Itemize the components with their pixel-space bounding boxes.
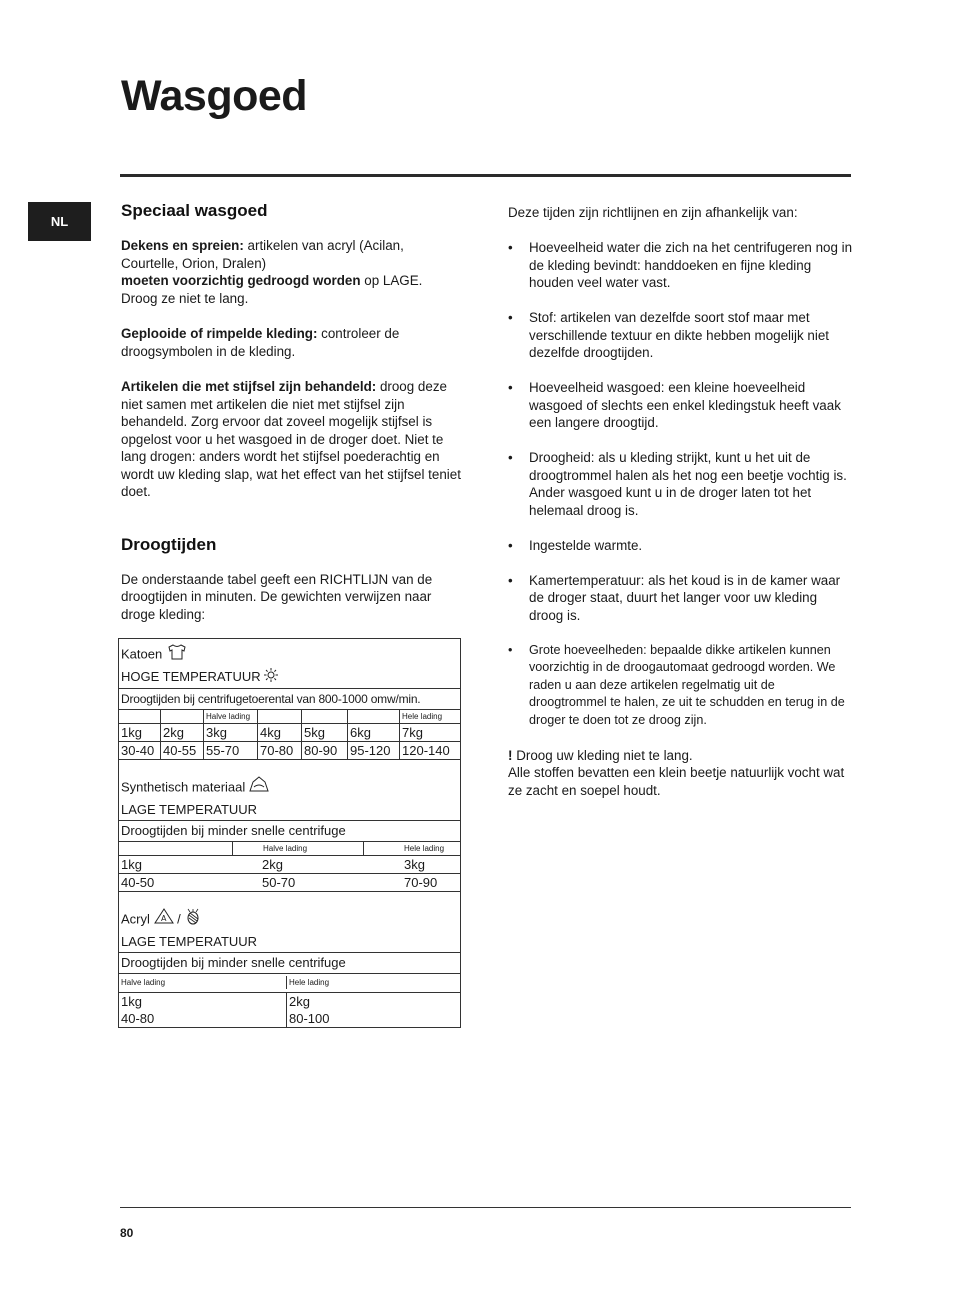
katoen-note: Droogtijden bij centrifugetoerental van 800-1000 omw/min.: [119, 688, 460, 709]
closing-text: Alle stoffen bevatten een klein beetje natuurlijk vocht wat ze zacht en soepel houdt.: [508, 765, 845, 798]
shirt-icon: [166, 643, 188, 667]
table-cell: 1kg: [121, 993, 142, 1009]
moeten-label: moeten voorzichtig gedroogd worden: [121, 273, 361, 288]
katoen-header: [119, 639, 460, 667]
table-cell: 70-80: [257, 742, 301, 759]
acryl-marker-row: [119, 973, 460, 992]
marker-cell: Halve lading: [121, 978, 166, 988]
katoen-time-row: [119, 741, 460, 759]
list-item: [508, 537, 853, 555]
table-cell: 50-70: [262, 874, 296, 890]
list-item: [508, 642, 853, 730]
katoen-marker-row: [119, 709, 460, 723]
synthetisch-header: [119, 776, 460, 800]
marker-cell: Hele lading: [286, 976, 460, 989]
katoen-temperature-label: HOGE TEMPERATUUR: [121, 669, 261, 684]
list-item: [508, 309, 853, 362]
marker-cell: [301, 710, 347, 723]
marker-cell: [160, 710, 203, 723]
bullet: •: [508, 240, 513, 255]
synthetisch-weight-row: [119, 855, 460, 873]
marker-cell: Halve lading: [232, 842, 363, 855]
bullet: •: [508, 537, 513, 553]
paragraph-dekens: [121, 237, 461, 307]
list-item: [508, 449, 853, 519]
acryl-temperature: LAGE TEMPERATUUR: [121, 933, 258, 949]
table-cell: 30-40: [121, 742, 155, 758]
factors-intro: Deze tijden zijn richtlijnen en zijn afhankelijk van:: [508, 205, 798, 220]
table-cell: 2kg: [262, 856, 283, 872]
table-cell: 95-120: [347, 742, 399, 759]
synthetisch-note: Droogtijden bij minder snelle centrifuge: [119, 820, 460, 841]
marker-cell: Hele lading: [399, 710, 460, 723]
list-item: [508, 379, 853, 432]
table-cell: 3kg: [203, 724, 257, 741]
table-cell: 4kg: [257, 724, 301, 741]
synthetisch-marker-row: [119, 841, 460, 855]
geplooide-text: controleer de droogsymbolen in de kleding.: [121, 326, 400, 359]
marker-cell: [119, 842, 232, 855]
table-cell: 2kg: [160, 724, 203, 741]
bullet: •: [508, 642, 513, 657]
synthetic-fabric-icon: [249, 776, 269, 800]
list-item-text: Hoeveelheid wasgoed: een kleine hoeveelheid wasgoed of slechts een enkel kledingstuk heeft vaak een langere droogtijd.: [529, 380, 841, 430]
list-item-text: Kamertemperatuur: als het koud is in de kamer waar de droger staat, duurt het langer voor uw kleding droog is.: [529, 572, 841, 623]
table-cell: 80-90: [301, 742, 347, 759]
synthetisch-label: Synthetisch materiaal: [121, 779, 246, 794]
bullet: •: [508, 572, 513, 588]
acryl-header: [119, 908, 460, 932]
katoen-label: Katoen: [121, 646, 163, 662]
synthetisch-temperature: LAGE TEMPERATUUR: [121, 801, 258, 817]
list-item-text: Stof: artikelen van dezelfde soort stof maar met verschillende textuur en dikte hebben mogelijk niet dezelfde droogtijden.: [529, 310, 829, 360]
list-item-text: Grote hoeveelheden: bepaalde dikke artikelen kunnen voorzichtig in de droogautomaat gedroogd worden. We raden u aan deze artikelen regelmatig uit de droogtrommel te halen, ze uit te schudden en terug in de droger te doen tot ze droog zijn.: [529, 642, 845, 727]
table-cell: 40-50: [121, 874, 155, 890]
table-cell: 55-70: [203, 742, 257, 759]
table-cell: 80-100: [286, 1010, 460, 1027]
table-cell: 120-140: [399, 742, 460, 759]
acryl-section: [119, 891, 460, 952]
synthetisch-section: [119, 759, 460, 820]
paragraph-stijfsel: [121, 378, 461, 501]
table-cell: 3kg: [404, 856, 425, 872]
stijfsel-label: Artikelen die met stijfsel zijn behandeld:: [121, 379, 377, 394]
bullet: •: [508, 310, 513, 325]
table-cell: 7kg: [399, 724, 460, 741]
list-item: [508, 572, 853, 625]
acryl-weight-row: [119, 992, 460, 1010]
table-cell: 70-90: [404, 874, 438, 890]
high-heat-sun-icon: [264, 668, 278, 688]
acrylic-fabric-icon: [154, 908, 174, 932]
bullet: •: [508, 450, 513, 465]
dekens-text: artikelen van acryl (Acilan, Courtelle, Orion, Dralen): [121, 238, 404, 271]
wool-skein-icon: [184, 908, 202, 932]
dekens-label: Dekens en spreien:: [121, 238, 244, 253]
table-cell: 2kg: [286, 993, 460, 1010]
warning-icon: !: [508, 747, 513, 763]
marker-cell: [119, 710, 160, 723]
marker-cell: [347, 710, 399, 723]
page-number: 80: [120, 1226, 134, 1240]
paragraph-geplooide: [121, 325, 461, 360]
marker-cell: Hele lading: [363, 842, 460, 855]
table-cell: 1kg: [121, 856, 142, 872]
list-item: [508, 239, 853, 292]
section-heading-droogtijden: Droogtijden: [121, 534, 217, 554]
footer-rule: [120, 1207, 851, 1208]
marker-cell: Halve lading: [203, 710, 257, 723]
section-heading-speciaal: Speciaal wasgoed: [121, 201, 268, 220]
katoen-weight-row: [119, 723, 460, 741]
geplooide-label: Geplooide of rimpelde kleding:: [121, 326, 318, 341]
katoen-temperature: [119, 667, 460, 688]
acryl-note: Droogtijden bij minder snelle centrifuge: [119, 952, 460, 973]
moeten-text: op LAGE. Droog ze niet te lang.: [121, 273, 423, 306]
list-item-text: Ingestelde warmte.: [529, 537, 643, 553]
acryl-label: Acryl: [121, 911, 150, 926]
left-column: [121, 200, 461, 623]
table-cell: 1kg: [121, 724, 142, 740]
drying-times-table: [118, 638, 461, 1028]
right-column: [508, 204, 853, 799]
factors-list: [508, 239, 853, 729]
table-cell: 40-80: [121, 1010, 155, 1026]
acryl-separator: /: [177, 911, 181, 926]
table-cell: 5kg: [301, 724, 347, 741]
table-cell: 40-55: [160, 742, 203, 759]
acryl-time-row: [119, 1010, 460, 1027]
marker-cell: [257, 710, 301, 723]
bullet: •: [508, 380, 513, 395]
list-item-text: Droogheid: als u kleding strijkt, kunt u het uit de droogtrommel halen als het nog een beetje vochtig is. Ander wasgoed kunt u in de droger laten tot het helemaal droog is.: [529, 450, 847, 518]
list-item-text: Hoeveelheid water die zich na het centrifugeren nog in de kleding bevindt: handdoeken en fijne kleding houden veel water vast.: [529, 240, 853, 290]
svg-text:A: A: [160, 913, 166, 923]
table-cell: 6kg: [347, 724, 399, 741]
warning-line: [508, 747, 853, 765]
language-tab: NL: [28, 202, 91, 241]
warning-text: Droog uw kleding niet te lang.: [512, 747, 693, 763]
page-title: Wasgoed: [121, 72, 308, 120]
synthetisch-time-row: [119, 873, 460, 891]
header-rule: [120, 174, 851, 177]
stijfsel-text: droog deze niet samen met artikelen die niet met stijfsel zijn behandeld. Zorg ervoor dat zoveel mogelijk stijfsel is opgelost voor u het wasgoed in de droger doet. Niet te lang drogen: anders wordt het stijfsel poederachtig en wordt uw kleding slap, wat het effect van het stijfsel teniet doet.: [121, 379, 461, 499]
droogtijden-intro: De onderstaande tabel geeft een RICHTLIJN van de droogtijden in minuten. De gewichten verwijzen naar droge kleding:: [121, 571, 433, 622]
